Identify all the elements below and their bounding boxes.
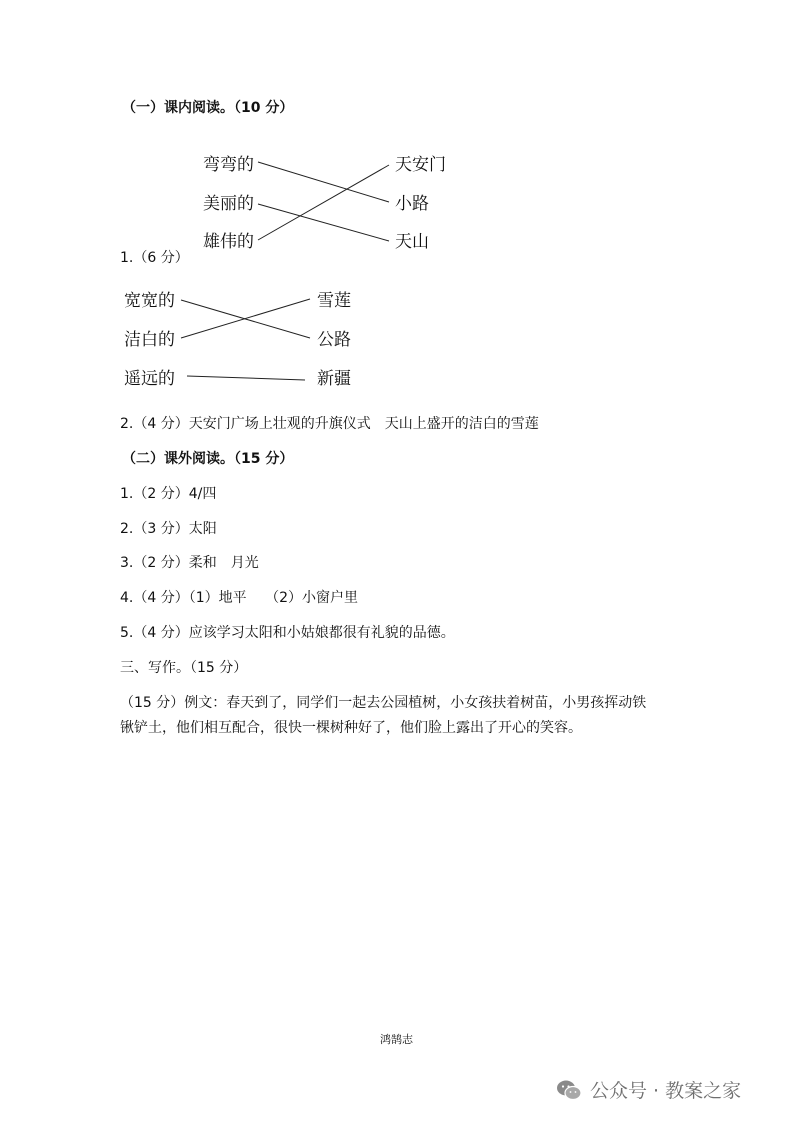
part3-heading: 三、写作。（15 分） bbox=[120, 660, 248, 676]
match1-left-2: 美丽的 bbox=[203, 194, 254, 214]
part2-answer-4: 4.（4 分）（1）地平 （2）小窗户里 bbox=[120, 590, 358, 606]
part2-heading: （二）课外阅读。（15 分） bbox=[122, 451, 294, 467]
essay-line-1: （15 分）例文：春天到了，同学们一起去公园植树，小女孩扶着树苗，小男孩挥动铁 bbox=[120, 695, 647, 711]
match2-line-2 bbox=[181, 299, 310, 338]
match2-line-1 bbox=[181, 300, 310, 338]
match2-right-1: 雪莲 bbox=[317, 291, 351, 311]
match1-line-1 bbox=[258, 162, 389, 202]
watermark bbox=[556, 1076, 741, 1103]
part2-answer-3: 3.（2 分）柔和 月光 bbox=[120, 555, 259, 571]
match1-line-3 bbox=[258, 165, 389, 240]
watermark-text: 公众号 · 教案之家 bbox=[590, 1080, 742, 1102]
match1-left-1: 弯弯的 bbox=[203, 155, 254, 175]
part2-answer-1: 1.（2 分）4/四 bbox=[120, 486, 217, 502]
q1-label: 1.（6 分） bbox=[120, 250, 189, 266]
match1-left-3: 雄伟的 bbox=[203, 232, 254, 252]
part1-heading: （一）课内阅读。（10 分） bbox=[122, 100, 294, 116]
match2-left-3: 遥远的 bbox=[124, 369, 175, 389]
q2-answer: 2.（4 分）天安门广场上壮观的升旗仪式 天山上盛开的洁白的雪莲 bbox=[120, 416, 539, 432]
match2-line-3 bbox=[187, 376, 305, 380]
footer-name: 鸿鹄志 bbox=[380, 1033, 413, 1046]
part2-answer-2: 2.（3 分）太阳 bbox=[120, 521, 217, 537]
match1-right-2: 小路 bbox=[395, 194, 429, 214]
match2-left-2: 洁白的 bbox=[124, 330, 175, 350]
match1-right-3: 天山 bbox=[395, 232, 429, 252]
part2-answer-5: 5.（4 分）应该学习太阳和小姑娘都很有礼貌的品德。 bbox=[120, 625, 455, 641]
match2-left-1: 宽宽的 bbox=[124, 291, 175, 311]
essay-line-2: 锹铲土，他们相互配合，很快一棵树种好了，他们脸上露出了开心的笑容。 bbox=[120, 720, 582, 736]
match2-right-2: 公路 bbox=[317, 330, 351, 350]
wechat-icon bbox=[556, 1079, 582, 1101]
match1-right-1: 天安门 bbox=[395, 155, 446, 175]
match1-line-2 bbox=[258, 204, 389, 241]
match2-right-3: 新疆 bbox=[317, 369, 351, 389]
